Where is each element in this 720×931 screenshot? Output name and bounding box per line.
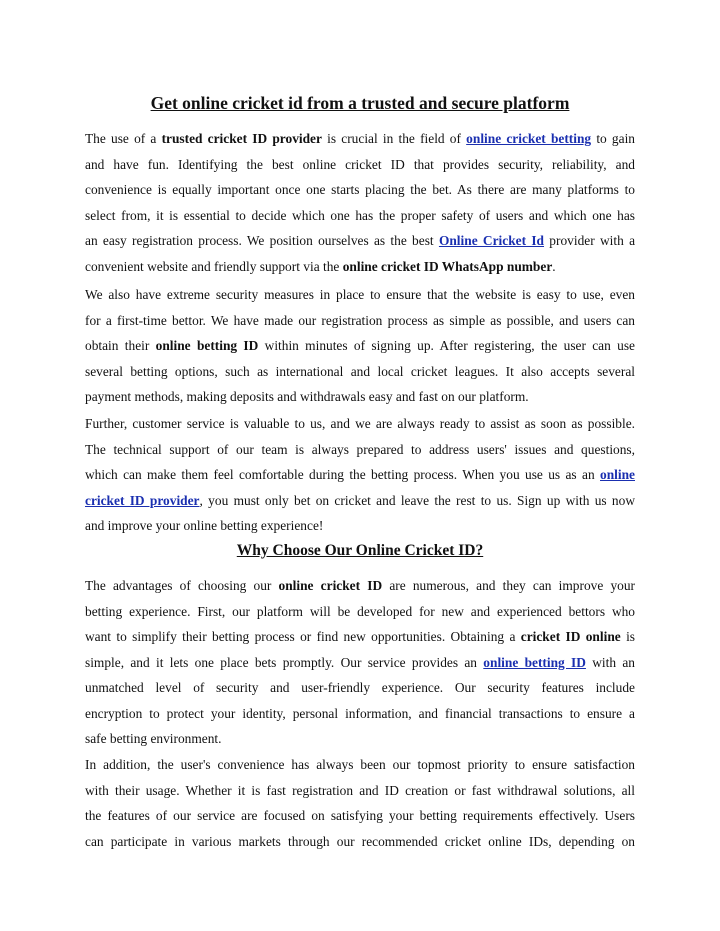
text-line: payment methods, making deposits and withdrawals easy and fast on our platform. (85, 389, 529, 404)
paragraph-1 (85, 126, 635, 279)
text-line: the features of our service are focused on satisfying your betting requirements effectively. Users (85, 808, 635, 823)
bold-text: online cricket ID (278, 578, 383, 593)
text-line: and have fun. Identifying the best online cricket ID that provides security, reliability, and (85, 156, 635, 172)
bold-text: online betting ID (155, 338, 259, 353)
link-online-cricket-id-provider[interactable]: cricket ID provider (85, 492, 200, 508)
text-line: and improve your online betting experience! (85, 518, 324, 533)
text: The advantages of choosing our (85, 578, 279, 593)
text: to gain (591, 131, 635, 146)
link-online-cricket-id[interactable]: Online Cricket Id (438, 233, 545, 248)
text-line: for a first-time bettor. We have made our registration process as simple as possible, and users can (85, 312, 635, 328)
text: is (620, 629, 636, 644)
text: The use of a (85, 131, 162, 146)
text: . (552, 258, 556, 274)
paragraph-3 (85, 411, 635, 539)
text-line: encryption to protect your identity, personal information, and financial transactions to ensure a (85, 705, 635, 721)
text-line: convenience is equally important once one starts placing the bet. As there are many platforms to (85, 182, 635, 197)
text: are numerous, and they can improve your (382, 578, 635, 593)
text: provider with a (544, 233, 636, 248)
bold-text: cricket ID online (520, 629, 621, 644)
text-line: The technical support of our team is always prepared to address users' issues and questions, (85, 441, 635, 457)
text-line: unmatched level of security and user-friendly experience. Our security features include (85, 680, 635, 695)
text: , you must only bet on cricket and leave the rest to us. Sign up with us now (199, 492, 635, 508)
link-online-betting-id[interactable]: online betting ID (483, 654, 586, 670)
bold-text: online cricket ID WhatsApp number (342, 258, 553, 274)
link-online-cricket-id-provider[interactable]: online (600, 467, 635, 482)
text-line: can participate in various markets through our recommended cricket online IDs, depending on (85, 833, 635, 849)
text-line: Further, customer service is valuable to us, and we are always ready to assist as soon as possible. (85, 416, 635, 431)
bold-text: trusted cricket ID provider (161, 131, 322, 146)
text: with an (585, 654, 635, 670)
paragraph-4 (85, 573, 635, 752)
text: within minutes of signing up. After registering, the user can use (258, 338, 635, 353)
section-heading: Why Choose Our Online Cricket ID? (236, 542, 484, 559)
text: want to simplify their betting process or find new opportunities. Obtaining a (85, 629, 521, 644)
text: which can make them feel comfortable during the betting process. When you use us as an (85, 467, 601, 482)
text-line: several betting options, such as international and local cricket leagues. It also accepts several (85, 363, 635, 379)
text: is crucial in the field of (321, 131, 467, 146)
text-line: betting experience. First, our platform will be developed for new and experienced bettors who (85, 603, 635, 619)
text: simple, and it lets one place bets promptly. Our service provides an (85, 654, 484, 670)
text-line: select from, it is essential to decide which one has the proper safety of users and which one has (85, 207, 635, 223)
text-line: safe betting environment. (85, 731, 222, 746)
page-title: Get online cricket id from a trusted and secure platform (150, 93, 570, 113)
text-line: We also have extreme security measures in place to ensure that the website is easy to use, even (85, 287, 635, 302)
text: convenient website and friendly support via the (85, 258, 343, 274)
text: obtain their (85, 338, 156, 353)
text-line: In addition, the user's convenience has always been our topmost priority to ensure satisfaction (85, 757, 635, 772)
text: an easy registration process. We position ourselves as the best (85, 233, 439, 248)
link-online-cricket-betting[interactable]: online cricket betting (466, 131, 592, 146)
text-line: with their usage. Whether it is fast registration and ID creation or fast withdrawal solutions, all (85, 782, 635, 798)
paragraph-2 (85, 282, 635, 410)
paragraph-5 (85, 752, 635, 854)
